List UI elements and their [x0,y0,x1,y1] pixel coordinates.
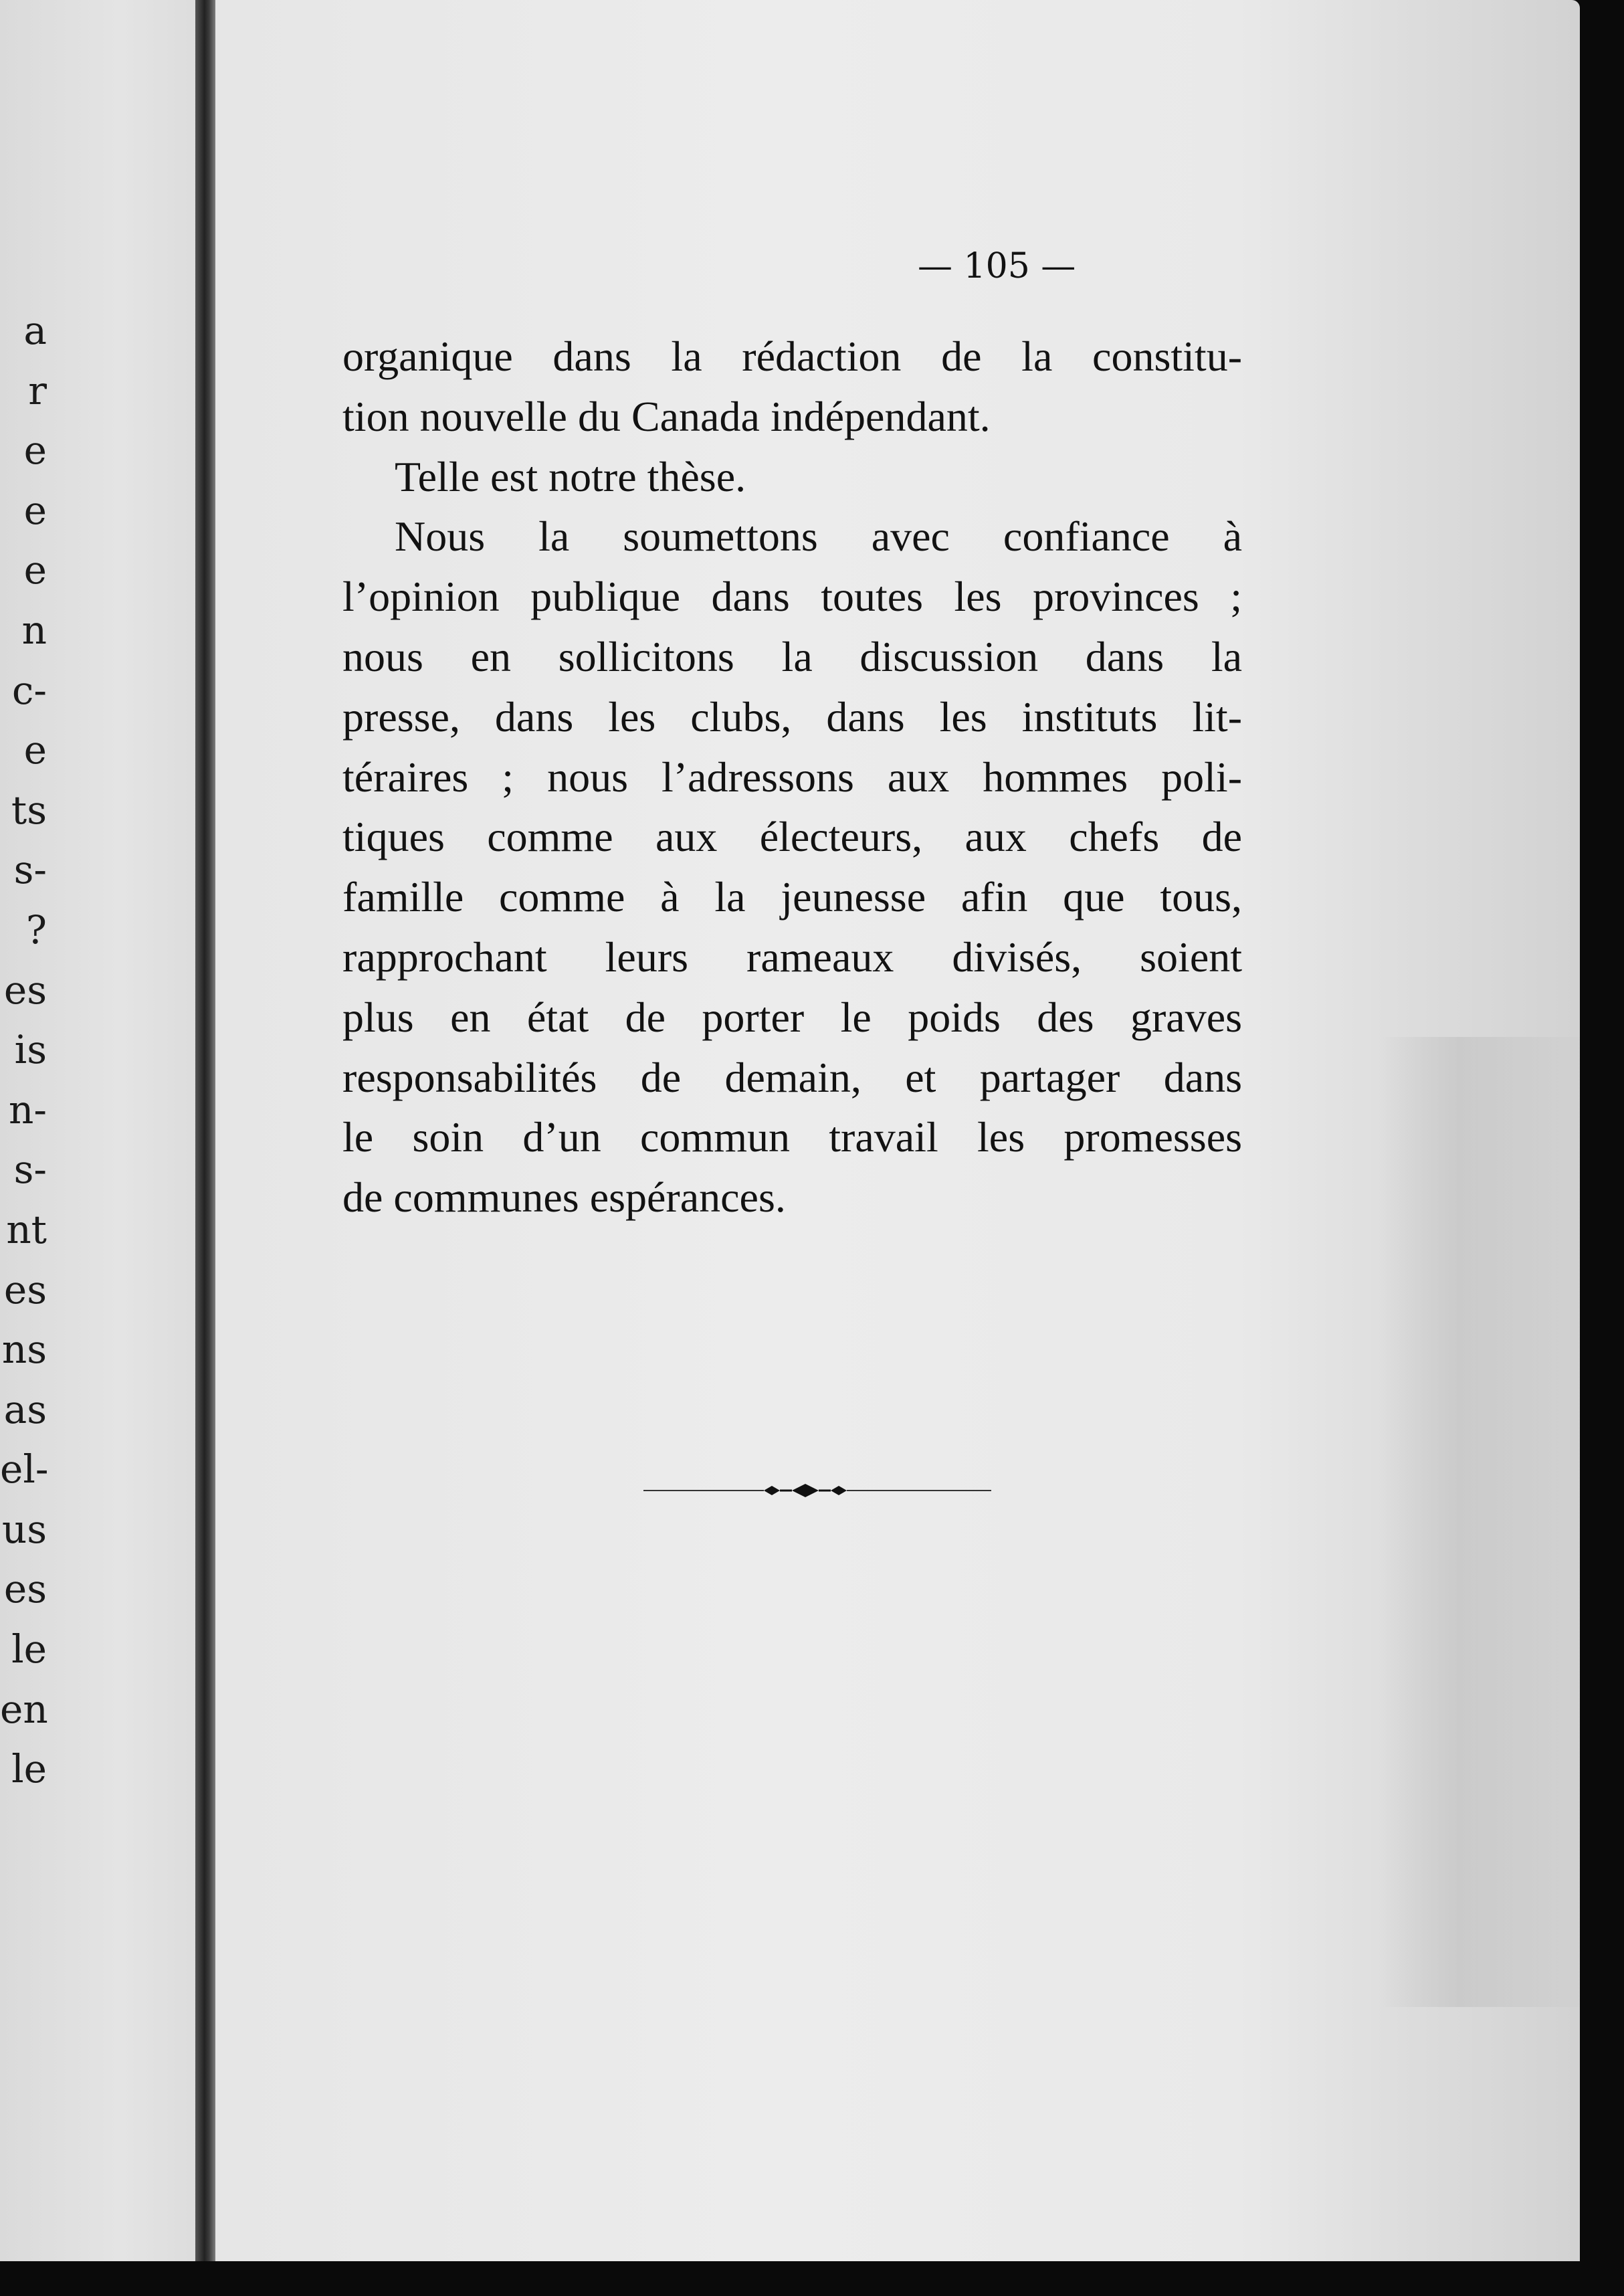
page-shadow [1379,1037,1580,2007]
text-line: nous en sollicitons la discussion dans la [342,632,1242,680]
previous-page-line: el- [0,1446,49,1493]
previous-page-line: es [3,967,47,1013]
text-line: de communes espérances. [342,1173,786,1222]
fleuron-divider-icon [643,1480,991,1501]
previous-page-line: a [23,308,47,353]
text-line: tiques comme aux électeurs, aux chefs de [342,813,1242,861]
previous-page-line: e [23,547,47,593]
text-line: Nous la soumettons avec confiance à [395,512,1242,561]
previous-page-line-endings [0,301,47,1800]
previous-page-line: r [28,367,47,413]
text-line: l’opinion publique dans toutes les provinces ; [342,573,1242,621]
previous-page-line: s- [13,847,47,893]
page-number: — 105 — [918,246,1076,286]
previous-page-line: e [23,727,47,773]
previous-page-line: ts [11,787,47,833]
body-text [342,326,1242,1228]
previous-page-line: us [1,1506,47,1552]
text-line: téraires ; nous l’adressons aux hommes poli- [342,753,1242,801]
scan-border [0,2261,1624,2296]
previous-page-line: ? [25,906,47,953]
text-line: plus en état de porter le poids des graves [342,993,1242,1041]
text-line: le soin d’un commun travail les promesses [342,1113,1242,1161]
previous-page-line: s- [13,1147,47,1193]
previous-page-line: is [14,1027,47,1073]
text-line: organique dans la rédaction de la constitu- [342,332,1242,380]
text-line: responsabilités de demain, et partager dans [342,1053,1242,1101]
previous-page-line: le [11,1626,47,1672]
previous-page-line: e [23,427,47,474]
text-line: famille comme à la jeunesse afin que tous, [342,873,1242,921]
previous-page-line: n [21,607,47,653]
previous-page-line: e [23,487,47,533]
previous-page-line: es [3,1566,47,1612]
previous-page-line: n- [9,1086,47,1133]
previous-page-line: le [11,1746,47,1792]
text-line: presse, dans les clubs, dans les instituts lit- [342,692,1242,741]
text-line: tion nouvelle du Canada indépendant. [342,392,991,440]
previous-page-line: nt [6,1206,47,1252]
current-page [215,0,1580,2261]
previous-page-line: es [3,1266,47,1313]
book-gutter [195,0,218,2261]
previous-page-line: as [3,1386,47,1432]
previous-page-fragment [0,0,201,2261]
text-line: rapprochant leurs rameaux divisés, soient [342,933,1242,981]
previous-page-line: en [0,1686,48,1732]
previous-page-line: ns [1,1327,47,1373]
previous-page-line: c- [11,667,47,713]
text-line: Telle est notre thèse. [395,452,746,500]
